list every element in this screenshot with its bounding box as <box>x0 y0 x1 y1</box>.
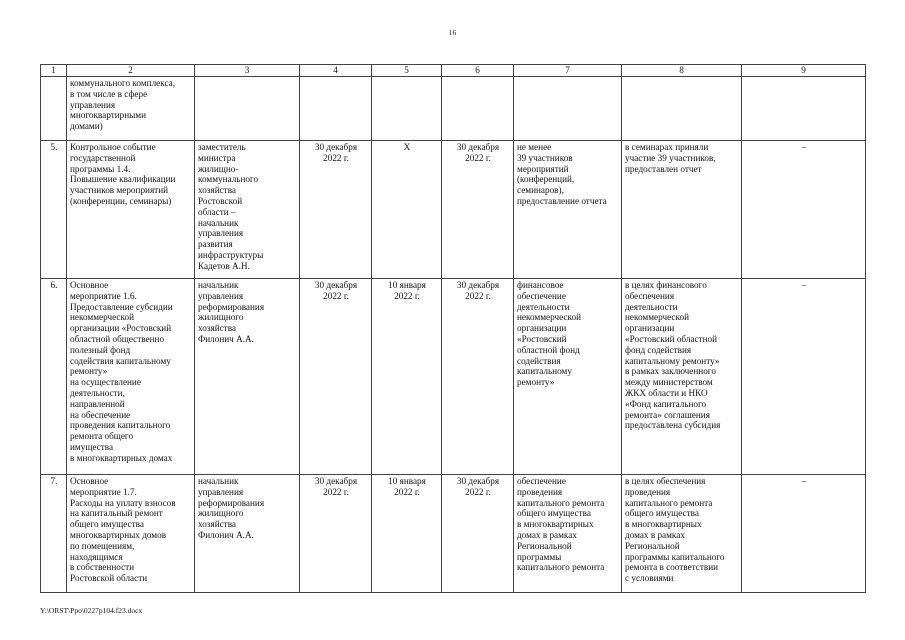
column-header: 2 <box>67 65 195 77</box>
expected-result <box>514 77 622 141</box>
column-header: 5 <box>372 65 442 77</box>
actual-result <box>622 77 742 141</box>
activity-name: Контрольное событие государственной программы 1.4. Повышение квалификации участников мероприятий (конференции, семинары) <box>67 141 195 279</box>
table-row <box>41 279 866 475</box>
note: – <box>742 475 866 593</box>
actual-result: в целях обеспечения проведения капитального ремонта общего имущества в многоквартирных домах в рамках Региональной программы капитального ремонта в соответствии с условиями <box>622 475 742 593</box>
note <box>742 77 866 141</box>
table-row <box>41 77 866 141</box>
actual-result: в целях финансового обеспечения деятельности некоммерческой организации «Ростовский областной фонд содействия капитальному ремонту» в рамках заключенного между министерством ЖКХ области и НКО «Фонд капитального ремонта» соглашения предоставлена субсидия <box>622 279 742 475</box>
expected-result: не менее 39 участников мероприятий (конференций, семинаров), предоставление отчета <box>514 141 622 279</box>
column-header: 7 <box>514 65 622 77</box>
row-number: 7. <box>41 475 67 593</box>
column-header: 6 <box>442 65 514 77</box>
responsible-person: начальник управления реформирования жилищного хозяйства Филонич А.А. <box>195 475 300 593</box>
row-number <box>41 77 67 141</box>
plan-end-date: 30 декабря 2022 г. <box>442 475 514 593</box>
file-path-footer: Y:\ORST\Ppo\0227p104.f23.docx <box>40 606 143 615</box>
table-row <box>41 141 866 279</box>
column-header: 1 <box>41 65 67 77</box>
page-number: 16 <box>448 28 457 37</box>
plan-end-date: 30 декабря 2022 г. <box>442 141 514 279</box>
plan-start-date: 30 декабря 2022 г. <box>300 141 372 279</box>
activity-name: Основное мероприятие 1.6. Предоставление субсидии некоммерческой организации «Ростовский областной общественно полезный фонд содействия капитальному ремонту» на осуществление деятельности, направленной на обеспечение проведения капитального ремонта общего имущества в многоквартирных домах <box>67 279 195 475</box>
header-row <box>41 65 866 77</box>
column-header: 9 <box>742 65 866 77</box>
row-number: 5. <box>41 141 67 279</box>
fact-start-date: Х <box>372 141 442 279</box>
fact-start-date <box>372 77 442 141</box>
fact-start-date: 10 января 2022 г. <box>372 279 442 475</box>
plan-end-date: 30 декабря 2022 г. <box>442 279 514 475</box>
note: – <box>742 141 866 279</box>
actual-result: в семинарах приняли участие 39 участников, предоставлен отчет <box>622 141 742 279</box>
plan-start-date: 30 декабря 2022 г. <box>300 475 372 593</box>
row-number: 6. <box>41 279 67 475</box>
plan-start-date <box>300 77 372 141</box>
fact-start-date: 10 января 2022 г. <box>372 475 442 593</box>
report-table <box>40 64 866 593</box>
plan-start-date: 30 декабря 2022 г. <box>300 279 372 475</box>
responsible-person <box>195 77 300 141</box>
column-header: 4 <box>300 65 372 77</box>
expected-result: обеспечение проведения капитального ремонта общего имущества в многоквартирных домах в рамках Региональной программы капитального ремонта <box>514 475 622 593</box>
activity-name: Основное мероприятие 1.7. Расходы на уплату взносов на капитальный ремонт общего имущества многоквартирных домов по помещениям, находящимся в собственности Ростовской области <box>67 475 195 593</box>
activity-name: коммунального комплекса, в том числе в сфере управления многоквартирными домами) <box>67 77 195 141</box>
column-header: 3 <box>195 65 300 77</box>
table-row <box>41 475 866 593</box>
column-header: 8 <box>622 65 742 77</box>
expected-result: финансовое обеспечение деятельности некоммерческой организации «Ростовский областной фонд содействия капитальному ремонту» <box>514 279 622 475</box>
plan-end-date <box>442 77 514 141</box>
responsible-person: заместитель министра жилищно- коммунального хозяйства Ростовской области – начальник управления развития инфраструктуры Кадетов А.Н. <box>195 141 300 279</box>
note: – <box>742 279 866 475</box>
responsible-person: начальник управления реформирования жилищного хозяйства Филонич А.А. <box>195 279 300 475</box>
